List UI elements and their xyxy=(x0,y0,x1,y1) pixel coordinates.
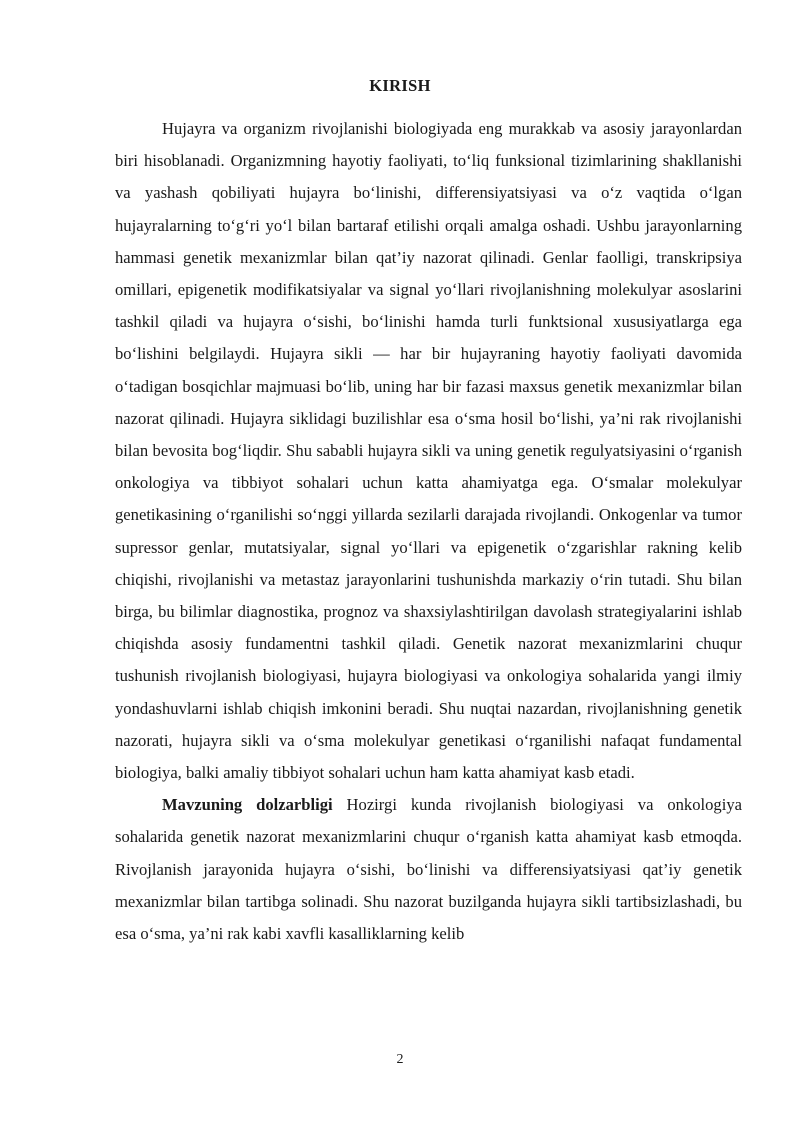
page-number: 2 xyxy=(396,1052,404,1067)
paragraph-text: Hozirgi kunda rivojlanish biologiyasi va onkologiya sohalarida genetik nazorat mexanizmlarini chuqur o‘rganish katta ahamiyat kasb etmoqda. Rivojlanish jarayonida hujayra o‘sishi, bo‘linishi va differensiyatsiyasi qat’iy genetik mexanizmlar bilan tartibga solinadi. Shu nazorat buzilganda hujayra sikli tartibsizlashadi, bu esa o‘sma, ya’ni rak kabi xavfli kasalliklarning kelib xyxy=(115,795,742,944)
paragraph-lead-bold: Mavzuning dolzarbligi xyxy=(162,795,333,815)
page-title: KIRISH xyxy=(369,76,431,95)
paragraph-intro xyxy=(115,113,742,789)
paragraph-relevance xyxy=(115,789,742,950)
paragraph-text: Hujayra va organizm rivojlanishi biologiyada eng murakkab va asosiy jarayonlardan biri hisoblanadi. Organizmning hayotiy faoliyati, to‘liq funksional tizimlarining shakllanishi va yashash qobiliyati hujayra bo‘linishi, differensiyatsiyasi va o‘z vaqtida o‘lgan hujayralarning to‘g‘ri yo‘l bilan bartaraf etilishi orqali amalga oshadi. Ushbu jarayonlarning hammasi genetik mexanizmlar bilan qat’iy nazorat qilinadi. Genlar faolligi, transkripsiya omillari, epigenetik modifikatsiyalar va signal yo‘llari rivojlanishning molekulyar asoslarini tashkil qiladi va hujayra o‘sishi, bo‘linishi hamda turli funktsional xususiyatlarga ega bo‘lishini belgilaydi. Hujayra sikli — har bir hujayraning hayotiy faoliyati davomida o‘tadigan bosqichlar majmuasi bo‘lib, uning har bir fazasi maxsus genetik mexanizmlar bilan nazorat qilinadi. Hujayra siklidagi buzilishlar esa o‘sma hosil bo‘lishi, ya’ni rak rivojlanishi bilan bevosita bog‘liqdir. Shu sababli hujayra sikli va uning genetik regulyatsiyasini o‘rganish onkologiya va tibbiyot sohalari uchun katta ahamiyatga ega. O‘smalar molekulyar genetikasining o‘rganilishi so‘nggi yillarda sezilarli darajada rivojlandi. Onkogenlar va tumor supressor genlar, mutatsiyalar, signal yo‘llari va epigenetik o‘zgarishlar rakning kelib chiqishi, rivojlanishi va metastaz jarayonlarini tushunishda markaziy o‘rin tutadi. Shu bilan birga, bu bilimlar diagnostika, prognoz va shaxsiylashtirilgan davolash strategiyalarini ishlab chiqishda asosiy fundamentni tashkil qiladi. Genetik nazorat mexanizmlarini chuqur tushunish rivojlanish biologiyasi, hujayra biologiyasi va onkologiya sohalarida yangi ilmiy yondashuvlarni ishlab chiqish imkonini beradi. Shu nuqtai nazardan, rivojlanishning genetik nazorati, hujayra sikli va o‘sma molekulyar genetikasi o‘rganilishi nafaqat fundamental biologiya, balki amaliy tibbiyot sohalari uchun ham katta ahamiyat kasb etadi. xyxy=(115,119,742,783)
document-body xyxy=(115,113,742,950)
